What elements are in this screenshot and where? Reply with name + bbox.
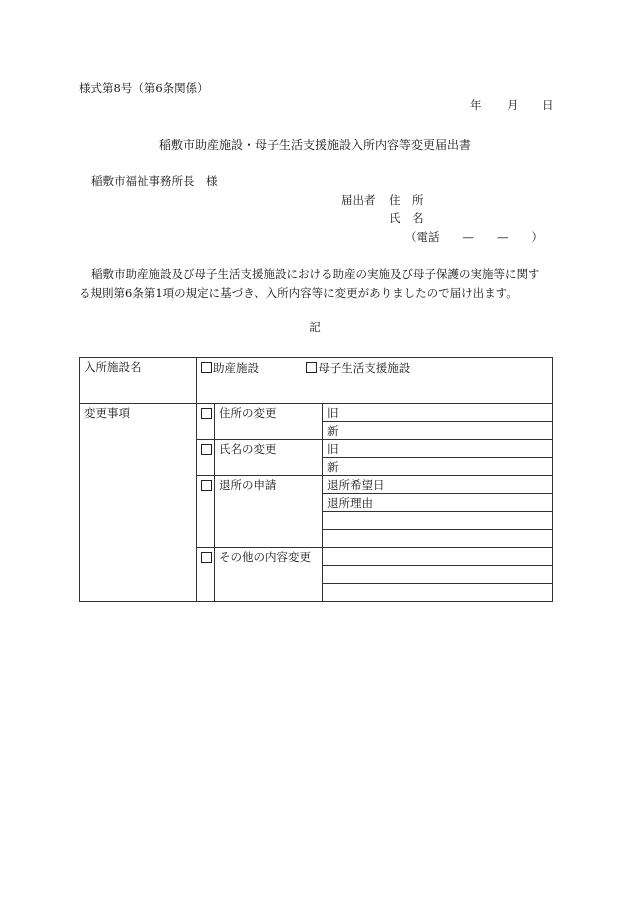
leave-reason-line[interactable] <box>323 530 553 548</box>
checkbox-icon[interactable] <box>201 408 212 419</box>
other-line[interactable] <box>323 566 553 584</box>
checkbox-icon[interactable] <box>201 444 212 455</box>
change-label: 変更事項 <box>84 406 130 420</box>
facility-label: 入所施設名 <box>84 360 142 374</box>
body-text-line2: る規則第6条第1項の規定に基づき、入所内容等に変更がありましたので届け出ます。 <box>79 286 518 300</box>
name-label: 氏 名 <box>389 211 424 225</box>
address-new-cell[interactable]: 新 <box>323 422 553 440</box>
leave-label-cell <box>215 476 323 548</box>
facility-option-josan[interactable]: 助産施設 <box>201 361 259 375</box>
body-text-line1: 稲敷市助産施設及び母子生活支援施設における助産の実施及び母子保護の実施等に関す <box>91 267 540 281</box>
name-change-label: 氏名の変更 <box>219 442 277 456</box>
name-new-cell[interactable]: 新 <box>323 458 553 476</box>
leave-reason-cell[interactable]: 退所理由 <box>323 494 553 512</box>
change-table <box>79 357 553 602</box>
addressee: 稲敷市福祉事務所長 様 <box>91 174 218 188</box>
leave-reason-line[interactable] <box>323 512 553 530</box>
other-change-label: その他の内容変更 <box>219 550 311 564</box>
checkbox-icon[interactable] <box>201 362 212 373</box>
name-old-cell[interactable]: 旧 <box>323 440 553 458</box>
facility-label-cell <box>80 358 197 404</box>
name-change-check-cell[interactable] <box>197 440 215 476</box>
facility-option-boshi[interactable]: 母子生活支援施設 <box>306 361 410 375</box>
document-title: 稲敷市助産施設・母子生活支援施設入所内容等変更届出書 <box>158 138 471 152</box>
applicant-label: 届出者 <box>341 193 376 207</box>
other-check-cell[interactable] <box>197 548 215 602</box>
facility-options-cell <box>197 358 553 404</box>
checkbox-icon[interactable] <box>201 480 212 491</box>
address-old-cell[interactable]: 旧 <box>323 404 553 422</box>
address-label: 住 所 <box>389 193 424 207</box>
address-change-label: 住所の変更 <box>219 406 277 420</box>
table-row <box>80 404 553 422</box>
change-label-cell <box>80 404 197 602</box>
leave-date-cell[interactable]: 退所希望日 <box>323 476 553 494</box>
date-year: 年 <box>470 98 482 112</box>
name-change-label-cell <box>215 440 323 476</box>
leave-label: 退所の申請 <box>219 478 277 492</box>
leave-check-cell[interactable] <box>197 476 215 548</box>
other-line[interactable] <box>323 584 553 602</box>
address-change-label-cell <box>215 404 323 440</box>
checkbox-icon[interactable] <box>306 362 317 373</box>
other-line[interactable] <box>323 548 553 566</box>
form-number: 様式第8号（第6条関係） <box>79 81 209 95</box>
address-change-check-cell[interactable] <box>197 404 215 440</box>
checkbox-icon[interactable] <box>201 552 212 563</box>
other-label-cell <box>215 548 323 602</box>
phone-label: （電話 — — ） <box>405 230 543 244</box>
date-day: 日 <box>542 98 554 112</box>
facility-row <box>80 358 553 404</box>
ki-heading: 記 <box>309 320 321 334</box>
date-month: 月 <box>507 98 519 112</box>
